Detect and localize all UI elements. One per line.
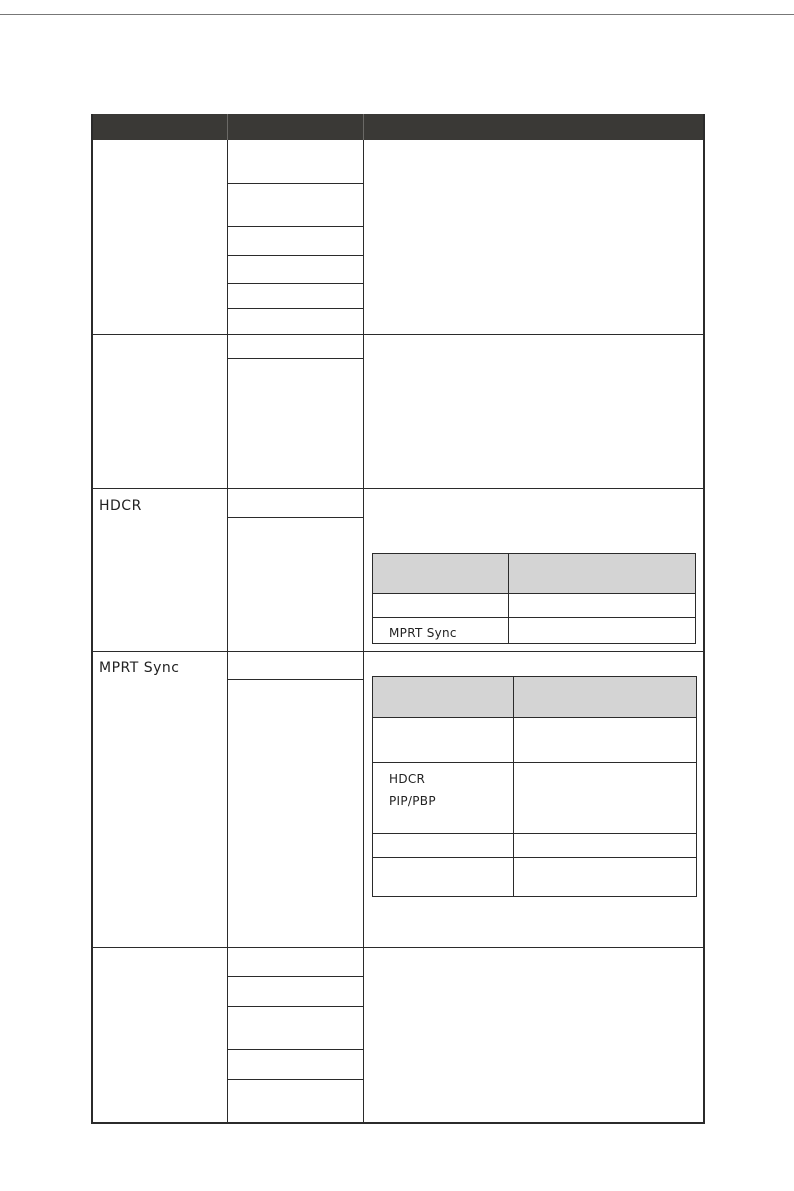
subtable-header <box>372 553 696 594</box>
subtable-cell-pip-pbp: PIP/PBP <box>389 794 436 808</box>
sub-row-separator <box>228 1049 363 1050</box>
row-separator <box>92 488 704 489</box>
sub-row-separator <box>228 255 363 256</box>
row-separator <box>92 334 704 335</box>
sub-row-separator <box>228 183 363 184</box>
top-rule <box>0 14 794 15</box>
table-bottom-border <box>91 1122 705 1124</box>
sub-row-separator <box>228 517 363 518</box>
subtable-row <box>372 857 697 897</box>
sub-row-separator <box>228 283 363 284</box>
subtable-cell-mprt-sync: MPRT Sync <box>389 626 457 640</box>
sub-row-separator <box>228 1006 363 1007</box>
header-divider <box>363 114 364 140</box>
row-separator <box>92 651 704 652</box>
subtable-row <box>372 717 697 763</box>
column-divider <box>363 140 364 1123</box>
sub-row-separator <box>228 1079 363 1080</box>
table-left-border <box>91 114 93 1124</box>
table-header <box>92 114 705 140</box>
subtable-cell-hdcr: HDCR <box>389 772 426 786</box>
sub-row-separator <box>228 308 363 309</box>
header-divider <box>227 114 228 140</box>
sub-row-separator <box>228 358 363 359</box>
row-separator <box>92 947 704 948</box>
subtable-row <box>372 593 696 618</box>
row-label-mprt-sync: MPRT Sync <box>99 660 180 676</box>
sub-row-separator <box>228 226 363 227</box>
sub-row-separator <box>228 679 363 680</box>
table-right-border <box>703 114 705 1124</box>
subtable-header <box>372 676 697 718</box>
subtable-row <box>372 833 697 858</box>
row-label-hdcr: HDCR <box>99 498 142 514</box>
sub-row-separator <box>228 976 363 977</box>
